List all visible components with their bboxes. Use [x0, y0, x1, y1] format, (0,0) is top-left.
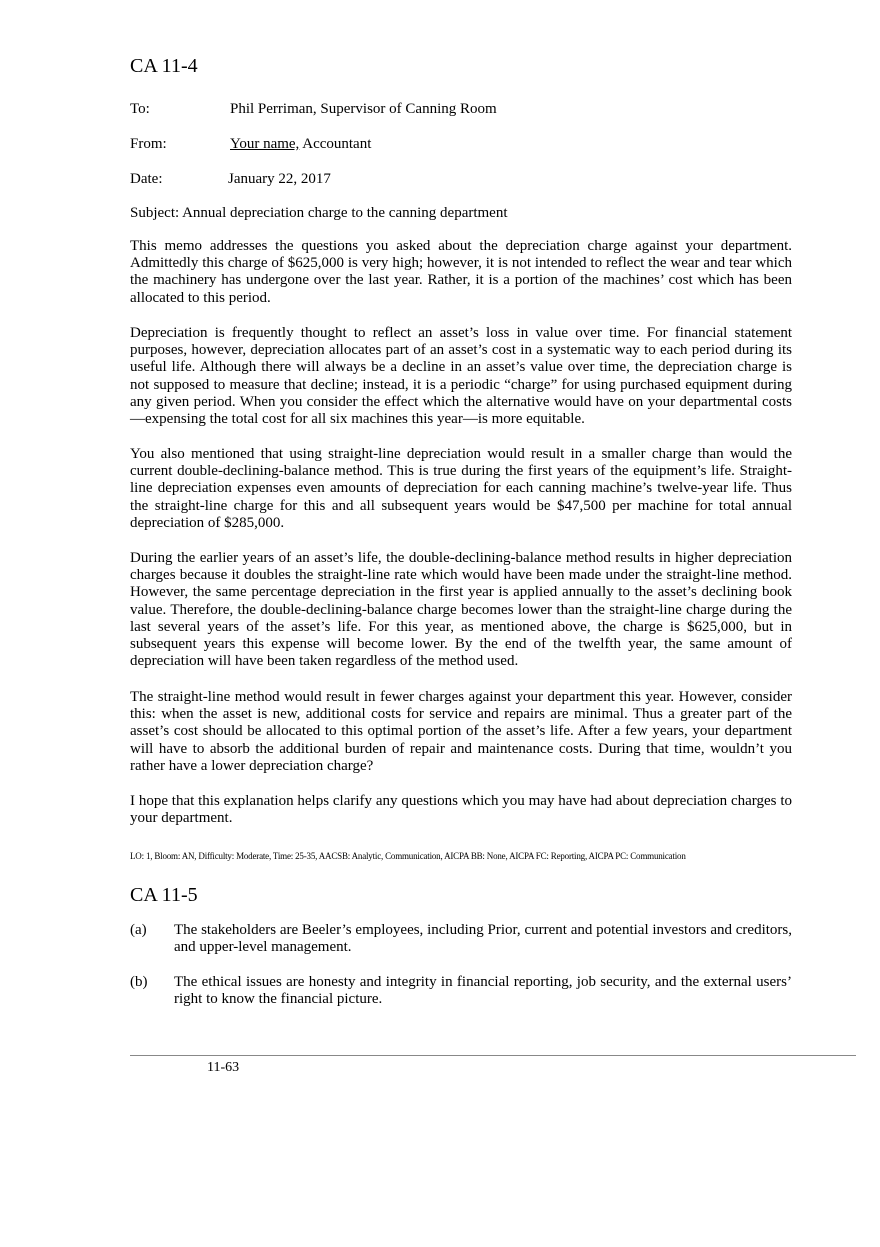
list-item-a [130, 922, 792, 956]
memo-paragraph-6: I hope that this explanation helps clarify any questions which you may have had about depreciation charges to your department. [130, 793, 792, 827]
memo-date-value: January 22, 2017 [228, 171, 331, 187]
footer-divider [130, 1055, 856, 1056]
list-item-b [130, 974, 792, 1008]
memo-date-label: Date: [130, 171, 163, 187]
memo-to-row [130, 101, 497, 118]
list-item-text: The stakeholders are Beeler’s employees, including Prior, current and potential investors and creditors, and upper-level management. [174, 922, 792, 955]
memo-from-name: Your name, [230, 136, 300, 152]
list-item-marker: (a) [130, 922, 147, 938]
memo-from-label: From: [130, 136, 167, 152]
section-title-ca-11-4: CA 11-4 [130, 55, 198, 77]
memo-from-value [230, 136, 371, 153]
memo-paragraph-4: During the earlier years of an asset’s life, the double-declining-balance method results in higher depreciation charges because it doubles the straight-line rate which would have been made under the straight-line method. However, the same percentage depreciation in the first year is applied annually to the asset’s declining book value. Therefore, the double-declining-balance charge becomes lower than the straight-line charge during the last several years of the asset’s life. For this year, as mentioned above, the charge is $625,000, but in subsequent years this expense will become lower. By the end of the twelfth year, the same amount of depreciation will have been taken regardless of the method used. [130, 550, 792, 670]
memo-paragraph-5: The straight-line method would result in fewer charges against your department this year. However, consider this: when the asset is new, additional costs for service and repairs are minimal. Thus a greater part of the asset’s cost should be allocated to this optimal portion of the asset’s life. After a few years, your department will have to absorb the additional burden of repair and maintenance costs. During that time, wouldn’t you rather have a lower depreciation charge? [130, 689, 792, 774]
page-number: 11-63 [207, 1060, 240, 1075]
list-item-marker: (b) [130, 974, 148, 990]
memo-paragraph-2: Depreciation is frequently thought to reflect an asset’s loss in value over time. For financial statement purposes, however, depreciation allocates part of an asset’s cost in a systematic way to each period during its useful life. Although there will always be a decline in an asset’s value over time, the depreciation charge is not supposed to measure that decline; instead, it is a periodic “charge” for using purchased equipment during any given period. When you consider the effect which the alternative would have on your departmental costs—expensing the total cost for all six machines this year—is more equitable. [130, 325, 792, 428]
memo-from-role: Accountant [299, 136, 372, 152]
memo-from-row [130, 136, 372, 153]
memo-to-value: Phil Perriman, Supervisor of Canning Room [230, 101, 497, 117]
memo-to-label: To: [130, 101, 150, 117]
learning-objective-line: LO: 1, Bloom: AN, Difficulty: Moderate, Time: 25-35, AACSB: Analytic, Communication, AICPA BB: None, AICPA FC: Reporting, AICPA PC: Communication [130, 851, 686, 861]
section-title-ca-11-5: CA 11-5 [130, 884, 198, 906]
list-item-text: The ethical issues are honesty and integrity in financial reporting, job security, and the external users’ right to know the financial picture. [174, 974, 792, 1007]
memo-paragraph-1: This memo addresses the questions you asked about the depreciation charge against your department. Admittedly this charge of $625,000 is very high; however, it is not intended to reflect the wear and tear which the machinery has undergone over the last year. Rather, it is a portion of the machines’ cost which has been allocated to this period. [130, 238, 792, 306]
memo-paragraph-3: You also mentioned that using straight-line depreciation would result in a smaller charge than would the current double-declining-balance method. This is true during the first years of the equipment’s life. Straight-line depreciation expenses even amounts of depreciation for each canning machine’s twelve-year life. Thus the straight-line charge for this and all subsequent years would be $47,500 per machine for total annual depreciation of $285,000. [130, 446, 792, 531]
memo-date-row [130, 171, 331, 188]
memo-subject: Subject: Annual depreciation charge to the canning department [130, 205, 508, 221]
